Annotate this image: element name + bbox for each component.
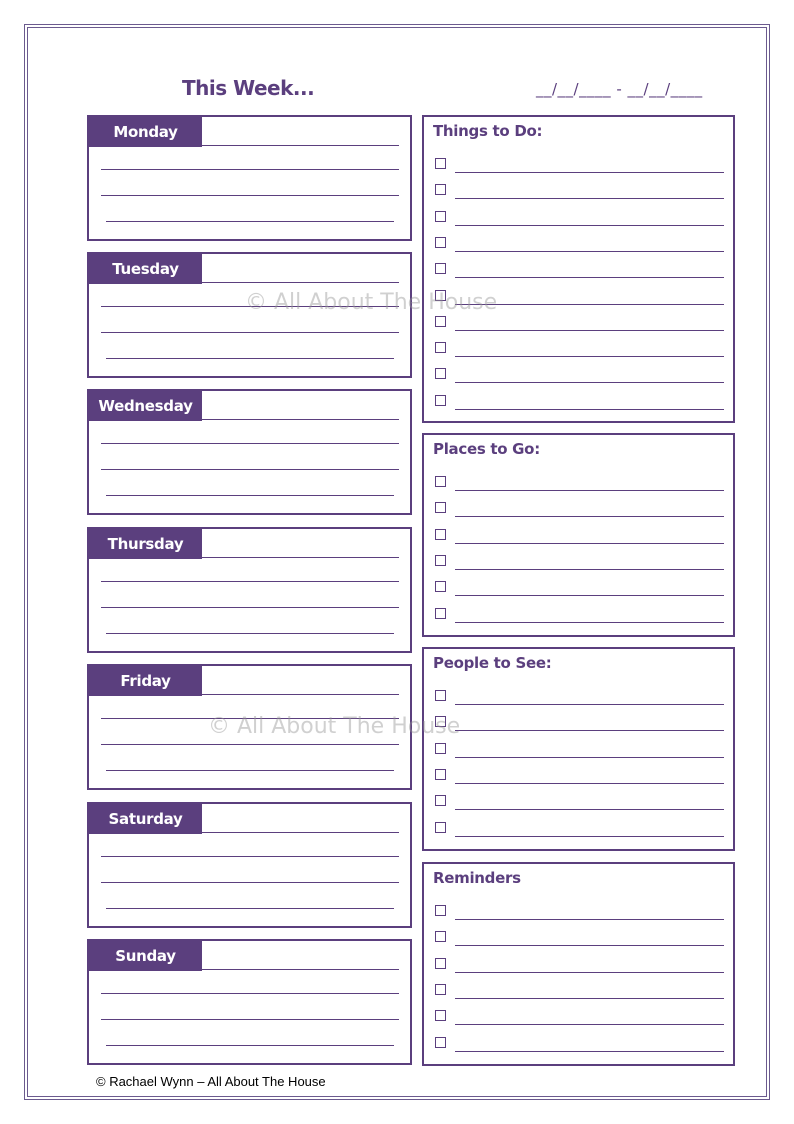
writing-line[interactable] [101,169,399,170]
writing-line[interactable] [202,694,399,695]
watermark: © All About The House [208,714,461,739]
list-writing-line[interactable] [455,543,724,544]
list-writing-line[interactable] [455,809,724,810]
writing-line[interactable] [202,557,399,558]
checkbox-icon[interactable] [435,608,446,619]
checkbox-icon[interactable] [435,184,446,195]
checkbox-icon[interactable] [435,931,446,942]
writing-line[interactable] [101,332,399,333]
writing-line[interactable] [101,993,399,994]
list-title: People to See: [433,654,552,672]
checkbox-icon[interactable] [435,237,446,248]
checkbox-icon[interactable] [435,581,446,592]
list-writing-line[interactable] [455,783,724,784]
list-writing-line[interactable] [455,277,724,278]
writing-line[interactable] [101,882,399,883]
list-writing-line[interactable] [455,730,724,731]
checkbox-icon[interactable] [435,1010,446,1021]
checkbox-icon[interactable] [435,211,446,222]
list-box-reminders [422,862,735,1066]
writing-line[interactable] [101,443,399,444]
list-title: Reminders [433,869,521,887]
day-label: Wednesday [89,391,202,421]
writing-line[interactable] [106,358,394,359]
list-writing-line[interactable] [455,704,724,705]
writing-line[interactable] [101,195,399,196]
list-writing-line[interactable] [455,569,724,570]
writing-line[interactable] [202,969,399,970]
writing-line[interactable] [202,282,399,283]
checkbox-icon[interactable] [435,476,446,487]
list-title: Places to Go: [433,440,540,458]
checkbox-icon[interactable] [435,263,446,274]
day-label: Thursday [89,529,202,559]
day-label: Tuesday [89,254,202,284]
list-writing-line[interactable] [455,382,724,383]
writing-line[interactable] [101,744,399,745]
list-writing-line[interactable] [455,622,724,623]
list-writing-line[interactable] [455,251,724,252]
list-writing-line[interactable] [455,836,724,837]
writing-line[interactable] [106,770,394,771]
writing-line[interactable] [106,908,394,909]
day-box-thursday [87,527,412,653]
list-writing-line[interactable] [455,198,724,199]
writing-line[interactable] [202,832,399,833]
checkbox-icon[interactable] [435,502,446,513]
list-writing-line[interactable] [455,919,724,920]
checkbox-icon[interactable] [435,395,446,406]
writing-line[interactable] [202,419,399,420]
list-writing-line[interactable] [455,945,724,946]
writing-line[interactable] [101,469,399,470]
checkbox-icon[interactable] [435,984,446,995]
checkbox-icon[interactable] [435,690,446,701]
list-writing-line[interactable] [455,595,724,596]
list-writing-line[interactable] [455,972,724,973]
checkbox-icon[interactable] [435,529,446,540]
checkbox-icon[interactable] [435,368,446,379]
day-label: Friday [89,666,202,696]
page-title: This Week... [182,76,315,100]
day-box-sunday [87,939,412,1065]
writing-line[interactable] [101,1019,399,1020]
footer-copyright: © Rachael Wynn – All About The House [96,1074,326,1089]
day-box-wednesday [87,389,412,515]
day-label: Monday [89,117,202,147]
list-title: Things to Do: [433,122,543,140]
writing-line[interactable] [101,856,399,857]
watermark: © All About The House [245,290,498,315]
list-box-things-to-do [422,115,735,423]
list-writing-line[interactable] [455,225,724,226]
day-box-monday [87,115,412,241]
list-writing-line[interactable] [455,757,724,758]
list-box-people-to-see [422,647,735,851]
day-box-tuesday [87,252,412,378]
day-label: Sunday [89,941,202,971]
checkbox-icon[interactable] [435,905,446,916]
list-writing-line[interactable] [455,172,724,173]
day-label: Saturday [89,804,202,834]
checkbox-icon[interactable] [435,743,446,754]
checkbox-icon[interactable] [435,158,446,169]
checkbox-icon[interactable] [435,555,446,566]
day-box-saturday [87,802,412,928]
list-writing-line[interactable] [455,1024,724,1025]
list-writing-line[interactable] [455,356,724,357]
list-writing-line[interactable] [455,516,724,517]
writing-line[interactable] [106,1045,394,1046]
list-writing-line[interactable] [455,490,724,491]
writing-line[interactable] [101,607,399,608]
checkbox-icon[interactable] [435,1037,446,1048]
date-range-field[interactable]: __/__/____ - __/__/____ [536,80,703,98]
writing-line[interactable] [106,221,394,222]
list-box-places-to-go [422,433,735,637]
checkbox-icon[interactable] [435,795,446,806]
checkbox-icon[interactable] [435,958,446,969]
checkbox-icon[interactable] [435,316,446,327]
writing-line[interactable] [106,495,394,496]
checkbox-icon[interactable] [435,822,446,833]
list-writing-line[interactable] [455,409,724,410]
writing-line[interactable] [202,145,399,146]
list-writing-line[interactable] [455,1051,724,1052]
list-writing-line[interactable] [455,330,724,331]
checkbox-icon[interactable] [435,769,446,780]
writing-line[interactable] [106,633,394,634]
writing-line[interactable] [101,581,399,582]
list-writing-line[interactable] [455,998,724,999]
checkbox-icon[interactable] [435,342,446,353]
